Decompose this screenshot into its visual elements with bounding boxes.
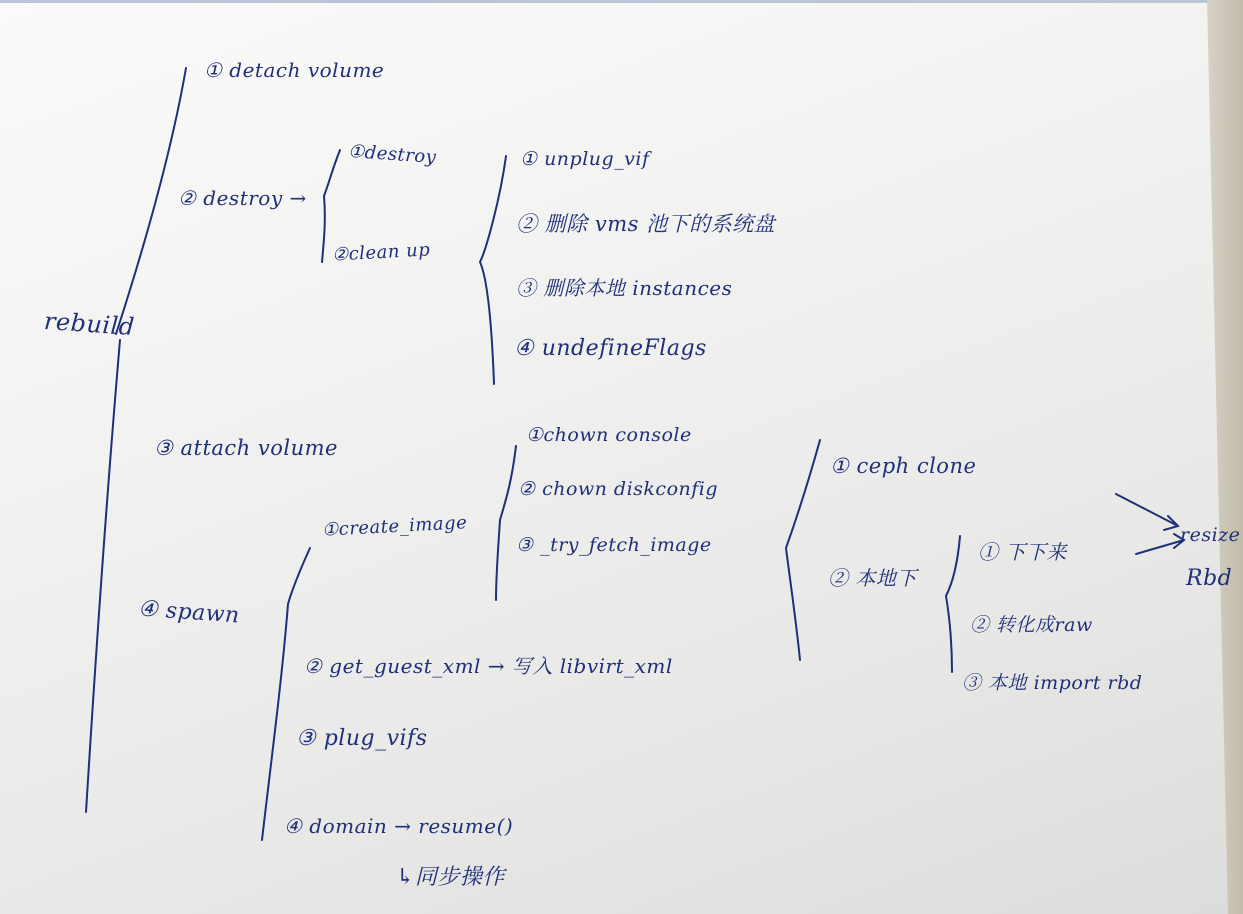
destroy-sub-cleanup: ②clean up xyxy=(331,239,431,266)
cleanup-unplug-vif: ① unplug_vif xyxy=(520,148,650,170)
local-import-rbd: ③ 本地 import rbd xyxy=(962,672,1143,694)
rebuild-bracket-upper xyxy=(116,68,186,334)
spawn-get-guest-xml: ② get_guest_xml → 写入 libvirt_xml xyxy=(304,654,673,678)
spawn-create-image: ①create_image xyxy=(321,512,468,541)
local-convert-raw: ② 转化成raw xyxy=(970,614,1093,636)
ci-try-fetch-image: ③ _try_fetch_image xyxy=(516,534,712,556)
step-detach-volume: ① detach volume xyxy=(204,58,385,82)
spawn-sync-op: ↳同步操作 xyxy=(396,865,505,890)
resize-arrow-lower xyxy=(1136,534,1184,554)
cleanup-undefine-flags: ④ undefineFlags xyxy=(514,336,707,361)
cleanup-delete-disk: ② 删除 vms 池下的系统盘 xyxy=(516,212,776,236)
step-attach-volume: ③ attach volume xyxy=(154,436,338,460)
spawn-domain-resume: ④ domain → resume() xyxy=(284,814,514,838)
local-download: ① 下下来 xyxy=(978,540,1067,564)
destroy-sub-destroy: ①destroy xyxy=(347,140,438,169)
resize-arrow-upper xyxy=(1116,494,1178,530)
cleanup-bracket xyxy=(480,156,506,384)
ci-chown-diskconfig: ② chown diskconfig xyxy=(518,478,719,500)
step-destroy: ② destroy → xyxy=(178,186,307,210)
fetch-ceph-clone: ① ceph clone xyxy=(830,454,977,478)
spawn-plug-vifs: ③ plug_vifs xyxy=(296,726,428,751)
cleanup-delete-instances: ③ 删除本地 instances xyxy=(516,276,733,300)
resize-label: resize xyxy=(1180,524,1241,546)
root-label: rebuild xyxy=(43,306,136,342)
fetch-bracket xyxy=(786,440,820,660)
create-image-bracket xyxy=(496,446,516,600)
ci-chown-console: ①chown console xyxy=(526,424,692,446)
spawn-bracket xyxy=(262,548,310,840)
local-bracket xyxy=(946,536,960,672)
rbd-label: Rbd xyxy=(1186,566,1233,591)
step-spawn: ④ spawn xyxy=(137,596,241,629)
fetch-local-download: ② 本地下 xyxy=(828,566,917,590)
rebuild-bracket-lower xyxy=(86,340,120,812)
